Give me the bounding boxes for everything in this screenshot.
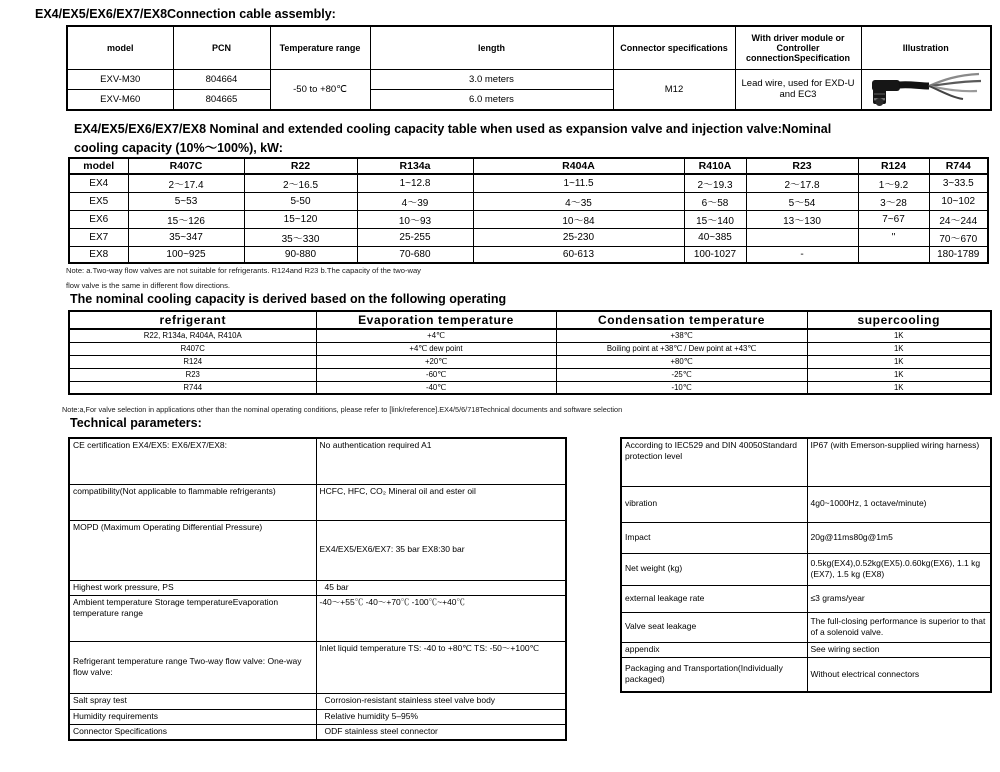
cell-driver: Lead wire, used for EXD-U and EC3	[735, 69, 861, 110]
capacity-cell: 100-1027	[684, 247, 746, 263]
cell-condensation: Boiling point at +38℃ / Dew point at +43℃	[556, 342, 807, 355]
param-value: 0.5kg(EX4),0.52kg(EX5).0.60kg(EX6), 1.1 kg (EX7), 1.5 kg (EX8)	[807, 553, 991, 585]
capacity-cell: "	[858, 229, 929, 247]
cell-supercooling: 1K	[807, 355, 991, 368]
note-valve-selection: Note:a,For valve selection in applications other than the nominal operating conditions, please refer to [link/reference].EX4/5/6/718Technical documents and software selection	[62, 405, 623, 414]
cell-evaporation: +4℃	[316, 329, 556, 342]
capacity-cell: 70～670	[929, 229, 988, 247]
cell-evaporation: -60℃	[316, 368, 556, 381]
cell-supercooling: 1K	[807, 381, 991, 394]
cell-refrigerant: R124	[69, 355, 316, 368]
cell-model: EXV-M30	[67, 69, 173, 89]
cell-length: 6.0 meters	[370, 89, 613, 110]
cell-refrigerant: R744	[69, 381, 316, 394]
table-header-row	[69, 158, 988, 174]
table-row	[621, 612, 991, 642]
m12-angle-cable-icon	[867, 71, 985, 107]
cell-condensation: -25℃	[556, 368, 807, 381]
heading-technical-parameters: Technical parameters:	[70, 416, 202, 430]
param-value: See wiring section	[807, 642, 991, 657]
table-row	[67, 69, 991, 89]
table-row	[621, 553, 991, 585]
param-label: Salt spray test	[69, 693, 316, 709]
capacity-cell: 24～244	[929, 211, 988, 229]
capacity-cell: 2～17.8	[746, 174, 858, 193]
capacity-cell: 2～19.3	[684, 174, 746, 193]
capacity-cell: 1～9.2	[858, 174, 929, 193]
param-label: Valve seat leakage	[621, 612, 807, 642]
table-row	[69, 355, 991, 368]
cell-supercooling: 1K	[807, 329, 991, 342]
col-header-r134a: R134a	[357, 158, 473, 174]
table-row	[621, 438, 991, 486]
cell-pcn: 804664	[173, 69, 270, 89]
col-header-r404a: R404A	[473, 158, 684, 174]
capacity-cell: 1~11.5	[473, 174, 684, 193]
param-value: Inlet liquid temperature TS: -40 to +80℃ TS: -50～+100℃	[316, 641, 566, 693]
param-label: MOPD (Maximum Operating Differential Pressure)	[69, 520, 316, 580]
table-row-ex6	[69, 211, 988, 229]
capacity-cell: 60-613	[473, 247, 684, 263]
cell-refrigerant: R407C	[69, 342, 316, 355]
table-row	[621, 486, 991, 522]
col-header-illustration: Illustration	[861, 26, 991, 69]
table-row	[69, 342, 991, 355]
table-row	[69, 724, 566, 740]
cable-assembly-table	[66, 25, 992, 111]
param-value: IP67 (with Emerson-supplied wiring harness)	[807, 438, 991, 486]
param-value: The full-closing performance is superior to that of a solenoid valve.	[807, 612, 991, 642]
heading-nominal-capacity: The nominal cooling capacity is derived based on the following operating	[70, 292, 507, 306]
param-label: Packaging and Transportation(Individually packaged)	[621, 657, 807, 692]
table-row	[69, 693, 566, 709]
capacity-cell: 6～58	[684, 193, 746, 211]
param-label: Connector Specifications	[69, 724, 316, 740]
table-row-ex8	[69, 247, 988, 263]
param-label: Humidity requirements	[69, 709, 316, 724]
table-row	[69, 709, 566, 724]
operating-conditions-table	[68, 310, 992, 395]
col-header-temp-range: Temperature range	[270, 26, 370, 69]
col-header-evaporation-temp: Evaporation temperature	[316, 311, 556, 329]
col-header-r744: R744	[929, 158, 988, 174]
table-row	[621, 585, 991, 612]
table-row	[69, 329, 991, 342]
cell-evaporation: +4℃ dew point	[316, 342, 556, 355]
cell-model: EXV-M60	[67, 89, 173, 110]
col-header-pcn: PCN	[173, 26, 270, 69]
capacity-cell: 40~385	[684, 229, 746, 247]
param-value: EX4/EX5/EX6/EX7: 35 bar EX8:30 bar	[316, 520, 566, 580]
table-header-row	[67, 26, 991, 69]
cell-refrigerant: R23	[69, 368, 316, 381]
table-row-ex4	[69, 174, 988, 193]
row-label: EX6	[69, 211, 128, 229]
col-header-driver-spec: With driver module or Controller connectionSpecification	[735, 26, 861, 69]
capacity-cell: 180-1789	[929, 247, 988, 263]
capacity-cell: 5-50	[244, 193, 357, 211]
cell-illustration	[861, 69, 991, 110]
technical-parameters-left-table	[68, 437, 567, 741]
param-label: Impact	[621, 522, 807, 553]
table-row	[69, 520, 566, 580]
cell-length: 3.0 meters	[370, 69, 613, 89]
cell-supercooling: 1K	[807, 368, 991, 381]
param-value: 4g0~1000Hz, 1 octave/minute)	[807, 486, 991, 522]
capacity-cell: 4～39	[357, 193, 473, 211]
capacity-cell: 5~53	[128, 193, 244, 211]
table-row	[69, 381, 991, 394]
row-label: EX7	[69, 229, 128, 247]
table-header-row	[69, 311, 991, 329]
table-row-ex5	[69, 193, 988, 211]
table-row	[621, 657, 991, 692]
table-row	[69, 368, 991, 381]
param-label: compatibility(Not applicable to flammable refrigerants)	[69, 484, 316, 520]
table-row	[69, 641, 566, 693]
technical-parameters-right-table	[620, 437, 992, 693]
capacity-cell: 7~67	[858, 211, 929, 229]
param-value: ODF stainless steel connector	[316, 724, 566, 740]
param-label: CE certification EX4/EX5: EX6/EX7/EX8:	[69, 438, 316, 484]
param-label: external leakage rate	[621, 585, 807, 612]
capacity-cell: 3~33.5	[929, 174, 988, 193]
table-row	[621, 522, 991, 553]
capacity-cell: 15~120	[244, 211, 357, 229]
col-header-r22: R22	[244, 158, 357, 174]
param-label: Net weight (kg)	[621, 553, 807, 585]
row-label: EX4	[69, 174, 128, 193]
table-row	[69, 438, 566, 484]
col-header-supercooling: supercooling	[807, 311, 991, 329]
param-label: Refrigerant temperature range Two-way flow valve: One-way flow valve:	[69, 641, 316, 693]
col-header-r407c: R407C	[128, 158, 244, 174]
cell-connector: M12	[613, 69, 735, 110]
table-row	[69, 484, 566, 520]
col-header-r410a: R410A	[684, 158, 746, 174]
param-value: ≤3 grams/year	[807, 585, 991, 612]
param-label: vibration	[621, 486, 807, 522]
param-value: Relative humidity 5–95%	[316, 709, 566, 724]
capacity-cell: 70-680	[357, 247, 473, 263]
cell-supercooling: 1K	[807, 342, 991, 355]
param-label: Ambient temperature Storage temperatureEvaporation temperature range	[69, 595, 316, 641]
col-header-model: model	[69, 158, 128, 174]
note-two-way-valves-1: Note: a.Two-way flow valves are not suitable for refrigerants. R124and R23 b.The capacity of the two-way	[66, 266, 421, 275]
capacity-cell: 2～16.5	[244, 174, 357, 193]
capacity-cell: 2～17.4	[128, 174, 244, 193]
heading-capacity-table	[74, 120, 831, 158]
note-two-way-valves-2: flow valve is the same in different flow directions.	[66, 281, 231, 290]
table-row	[69, 595, 566, 641]
param-value: HCFC, HFC, CO₂ Mineral oil and ester oil	[316, 484, 566, 520]
param-label: Highest work pressure, PS	[69, 580, 316, 595]
cell-pcn: 804665	[173, 89, 270, 110]
heading-cable-assembly: EX4/EX5/EX6/EX7/EX8Connection cable assembly:	[35, 7, 336, 21]
param-value: 20g@11ms80g@1m5	[807, 522, 991, 553]
param-label: appendix	[621, 642, 807, 657]
col-header-condensation-temp: Condensation temperature	[556, 311, 807, 329]
row-label: EX8	[69, 247, 128, 263]
col-header-r23: R23	[746, 158, 858, 174]
heading-capacity-line2: cooling capacity (10%～100%), kW:	[74, 141, 283, 155]
capacity-cell: 25-230	[473, 229, 684, 247]
capacity-cell: 10~102	[929, 193, 988, 211]
param-value: -40～+55℃ -40～+70℃ -100℃~+40℃	[316, 595, 566, 641]
capacity-cell: 10～93	[357, 211, 473, 229]
param-value: Without electrical connectors	[807, 657, 991, 692]
capacity-cell	[858, 247, 929, 263]
capacity-cell: 3～28	[858, 193, 929, 211]
col-header-connector-spec: Connector specifications	[613, 26, 735, 69]
capacity-cell: 15～126	[128, 211, 244, 229]
capacity-cell	[746, 229, 858, 247]
col-header-r124: R124	[858, 158, 929, 174]
cell-refrigerant: R22, R134a, R404A, R410A	[69, 329, 316, 342]
capacity-cell: 25-255	[357, 229, 473, 247]
col-header-model: model	[67, 26, 173, 69]
table-row-ex7	[69, 229, 988, 247]
cell-evaporation: -40℃	[316, 381, 556, 394]
capacity-cell: 5～54	[746, 193, 858, 211]
table-row	[69, 580, 566, 595]
param-value: Corrosion-resistant stainless steel valve body	[316, 693, 566, 709]
cell-temp-range: -50 to +80℃	[270, 69, 370, 110]
col-header-length: length	[370, 26, 613, 69]
cooling-capacity-table	[68, 157, 989, 264]
cell-condensation: +80℃	[556, 355, 807, 368]
capacity-cell: 90-880	[244, 247, 357, 263]
capacity-cell: 35~347	[128, 229, 244, 247]
col-header-refrigerant: refrigerant	[69, 311, 316, 329]
row-label: EX5	[69, 193, 128, 211]
capacity-cell: 100~925	[128, 247, 244, 263]
capacity-cell: 4～35	[473, 193, 684, 211]
capacity-cell: 15～140	[684, 211, 746, 229]
capacity-cell: -	[746, 247, 858, 263]
param-value: 45 bar	[316, 580, 566, 595]
param-label: According to IEC529 and DIN 40050Standard protection level	[621, 438, 807, 486]
heading-capacity-line1: EX4/EX5/EX6/EX7/EX8 Nominal and extended cooling capacity table when used as expansion valve and injection valve:Nominal	[74, 122, 832, 136]
cell-condensation: -10℃	[556, 381, 807, 394]
capacity-cell: 35～330	[244, 229, 357, 247]
cell-condensation: +38℃	[556, 329, 807, 342]
cell-evaporation: +20℃	[316, 355, 556, 368]
capacity-cell: 10～84	[473, 211, 684, 229]
capacity-cell: 1~12.8	[357, 174, 473, 193]
table-row	[621, 642, 991, 657]
capacity-cell: 13～130	[746, 211, 858, 229]
param-value: No authentication required A1	[316, 438, 566, 484]
